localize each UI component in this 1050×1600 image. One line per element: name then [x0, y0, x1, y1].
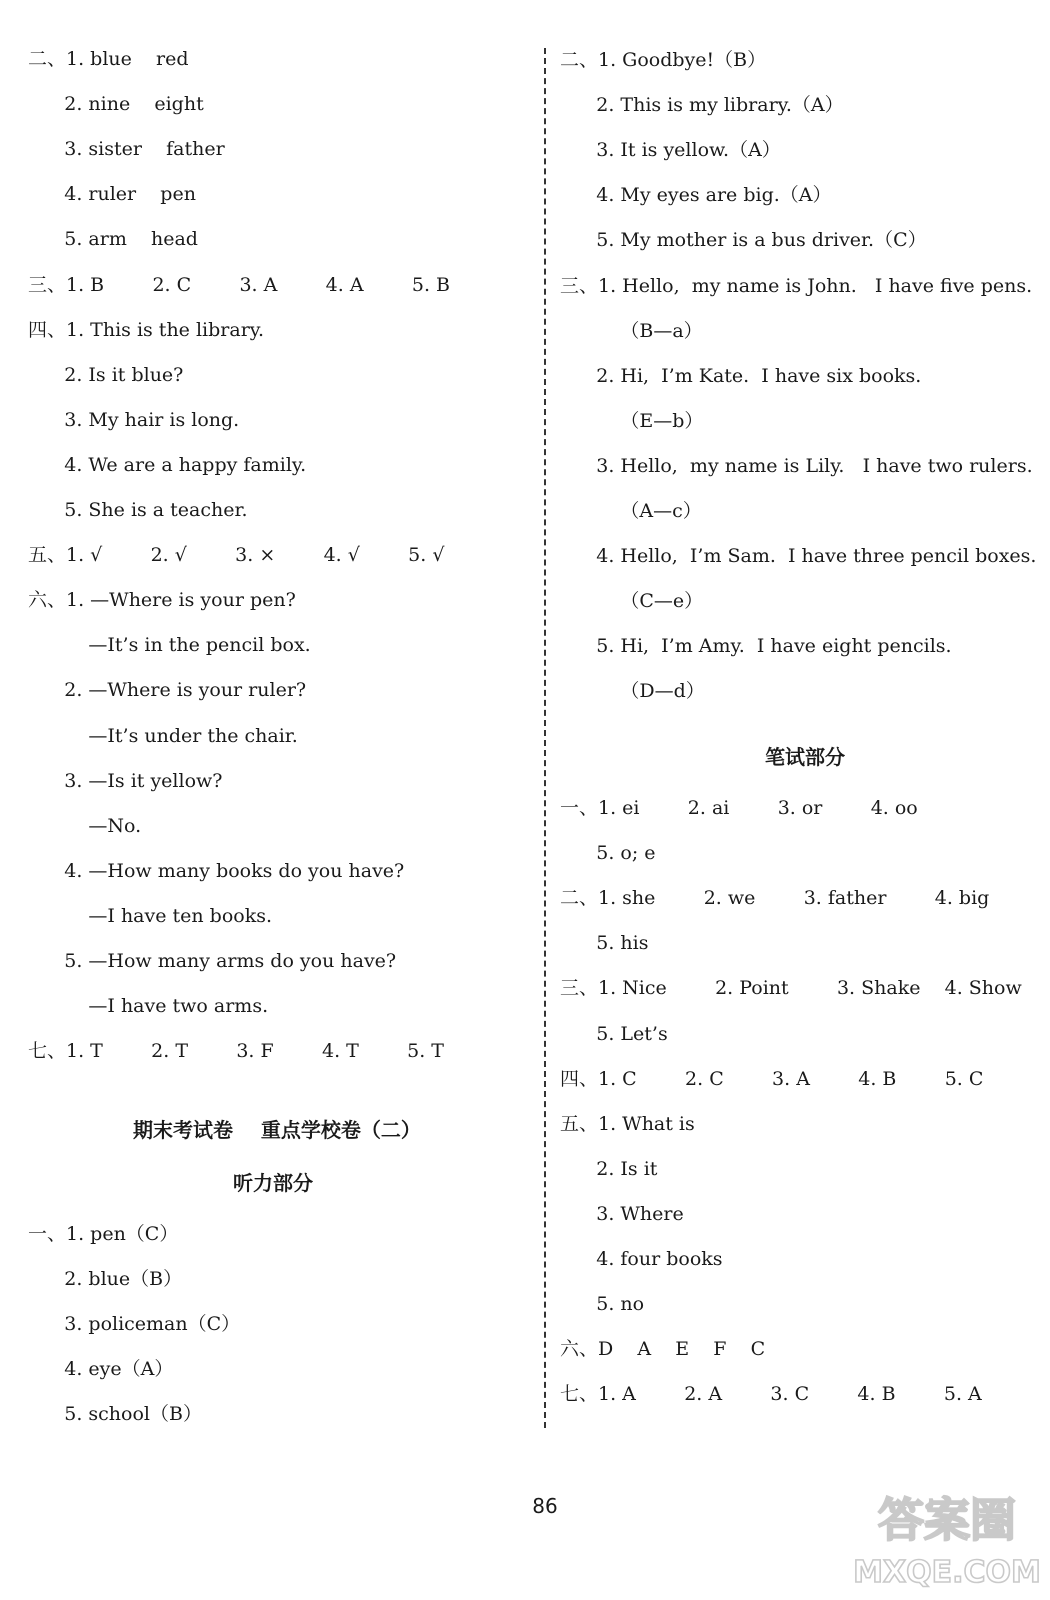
answer-line: 4. four books [560, 1248, 723, 1270]
answer-line: （C—e） [560, 590, 704, 613]
answer-line: 5. o; e [560, 842, 656, 865]
answer-line: 五、1. √ 2. √ 3. × 4. √ 5. √ [28, 544, 445, 567]
answer-line: —I have two arms. [28, 995, 269, 1018]
answer-line: 5. Let’s [560, 1022, 668, 1045]
answer-line: （A—c） [560, 500, 702, 522]
listening-heading: 听力部分 [233, 1171, 313, 1195]
answer-line: 5. —How many arms do you have? [28, 950, 397, 972]
answer-line: 5. She is a teacher. [28, 499, 248, 521]
answer-line: 4. We are a happy family. [28, 453, 307, 476]
answer-line: 3. —Is it yellow? [28, 769, 223, 792]
answer-line: 三、1. B 2. C 3. A 4. A 5. B [28, 273, 451, 296]
watermark-logo [852, 1478, 1042, 1593]
answer-line: 二、1. blue red [28, 48, 189, 70]
answer-line: 5. his [560, 932, 649, 955]
answer-line: 5. no [560, 1293, 645, 1316]
answer-line: —It’s in the pencil box. [28, 634, 311, 657]
answer-line: 六、1. —Where is your pen? [28, 589, 296, 612]
answer-line: 三、1. Nice 2. Point 3. Shake 4. Show [560, 977, 1022, 1000]
answer-line: 4. Hello, I’m Sam. I have three pencil boxes. [560, 545, 1037, 568]
answer-line: 2. Hi, I’m Kate. I have six books. [560, 364, 922, 387]
answer-line: （E—b） [560, 409, 704, 432]
answer-line: —No. [28, 814, 142, 837]
answer-line: 2. —Where is your ruler? [28, 679, 307, 702]
answer-line: 3. It is yellow.（A） [560, 139, 781, 162]
answer-line: 2. Is it blue? [28, 363, 184, 386]
answer-line: 二、1. Goodbye!（B） [560, 49, 767, 71]
answer-line: 4. —How many books do you have? [28, 859, 405, 882]
answer-line: 5. arm head [28, 228, 198, 251]
answer-line: 3. My hair is long. [28, 408, 240, 431]
answer-line: 3. Where [560, 1202, 684, 1225]
answer-line: —It’s under the chair. [28, 724, 298, 747]
written-heading: 笔试部分 [765, 745, 845, 769]
answer-line: 5. Hi, I’m Amy. I have eight pencils. [560, 635, 952, 658]
answer-line: 5. school（B） [28, 1403, 202, 1425]
answer-line: 三、1. Hello, my name is John. I have five pens. [560, 274, 1033, 297]
answer-line: （D—d） [560, 680, 705, 703]
answer-line: （B—a） [560, 319, 703, 342]
answer-line: 3. Hello, my name is Lily. I have two rulers. [560, 454, 1033, 477]
answer-line: 3. sister father [28, 138, 225, 161]
answer-line: 七、1. T 2. T 3. F 4. T 5. T [28, 1040, 444, 1063]
answer-line: 4. eye（A） [28, 1358, 174, 1380]
answer-line: 5. My mother is a bus driver.（C） [560, 229, 927, 252]
watermark-top-text: 答案圈 [878, 1493, 1016, 1547]
page-number: 86 [532, 1494, 558, 1518]
answer-line: 2. nine eight [28, 93, 204, 116]
answer-line: —I have ten books. [28, 904, 273, 927]
exam-title: 期末考试卷 重点学校卷（二） [133, 1118, 421, 1142]
answer-line: 2. blue（B） [28, 1268, 183, 1290]
answer-line: 六、D A E F C [560, 1338, 766, 1361]
answer-line: 4. My eyes are big.（A） [560, 184, 832, 207]
answer-line: 3. policeman（C） [28, 1313, 241, 1335]
answer-line: 二、1. she 2. we 3. father 4. big [560, 887, 990, 910]
answer-line: 4. ruler pen [28, 183, 196, 206]
answer-line: 五、1. What is [560, 1112, 695, 1135]
answer-line: 一、1. pen（C） [28, 1223, 179, 1245]
answer-line: 七、1. A 2. A 3. C 4. B 5. A [560, 1383, 982, 1406]
answer-line: 四、1. C 2. C 3. A 4. B 5. C [560, 1067, 984, 1090]
watermark-bottom-text: MXQE.COM [853, 1555, 1041, 1590]
answer-line: 一、1. ei 2. ai 3. or 4. oo [560, 797, 918, 819]
answer-line: 四、1. This is the library. [28, 318, 265, 341]
answer-line: 2. This is my library.（A） [560, 94, 844, 117]
answer-line: 2. Is it [560, 1157, 658, 1180]
column-divider [544, 48, 546, 1428]
